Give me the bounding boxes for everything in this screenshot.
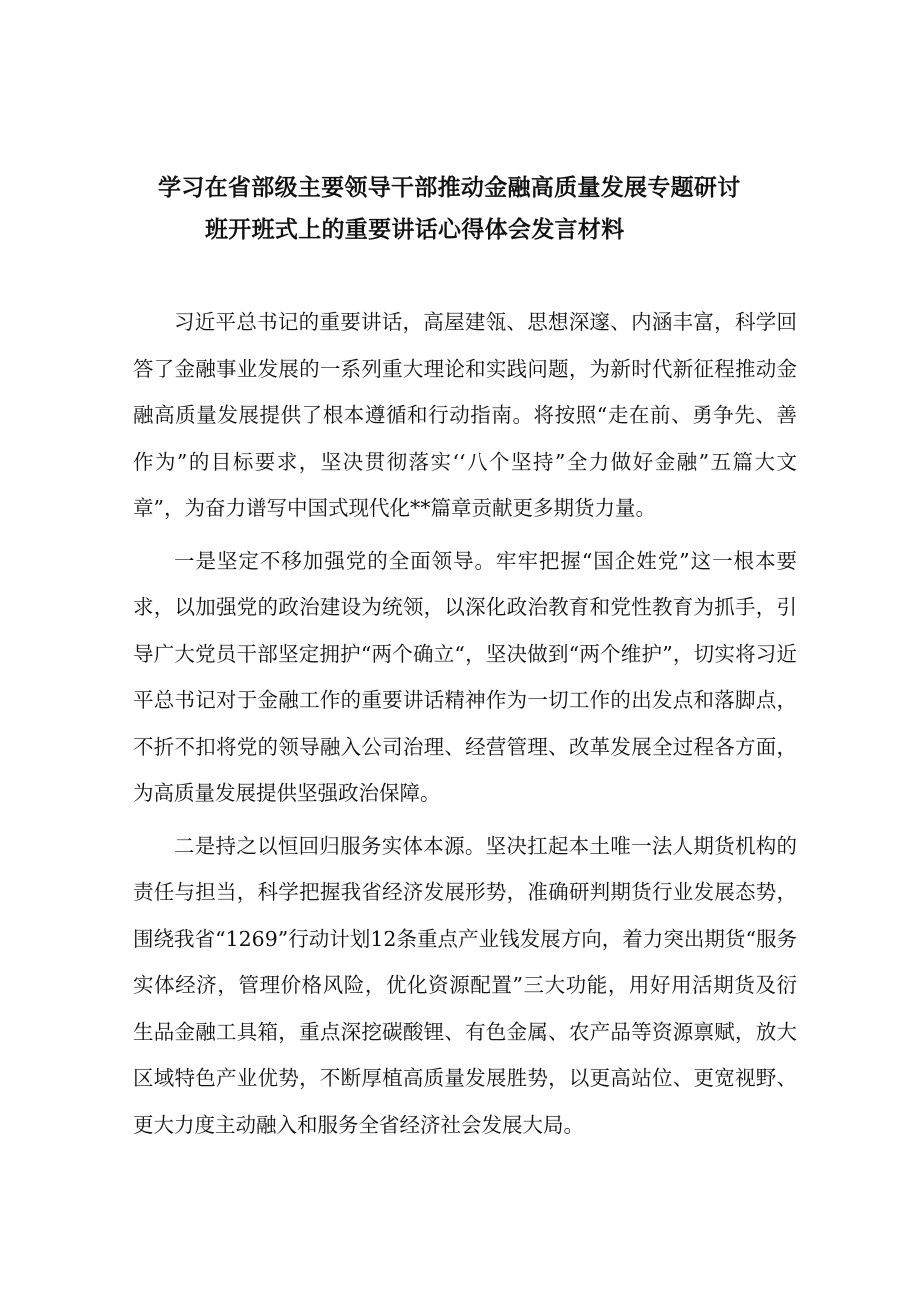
paragraph-intro: 习近平总书记的重要讲话，高屋建瓴、思想深邃、内涵丰富，科学回答了金融事业发展的一系列重大理论和实践问题，为新时代新征程推动金融高质量发展提供了根本遵循和行动指南。将按照“走在前、勇争先、善作为”的目标要求，坚决贯彻落实‘‘八个坚持”全力做好金融”五篇大文章”，为奋力谱写中国式现代化**篇章贡献更多期货力量。	[133, 310, 797, 520]
document-title-line-1: 学习在省部级主要领导干部推动金融高质量发展专题研讨	[158, 175, 741, 201]
paragraph-point-2: 二是持之以恒回归服务实体本源。坚决扛起本土唯一法人期货机构的责任与担当，科学把握我省经济发展形势，准确研判期货行业发展态势，围绕我省“1269”行动计划12条重点产业钱发展方向，着力突出期货“服务实体经济，管理价格风险，优化资源配置”三大功能，用好用活期货及衍生品金融工具箱，重点深挖碳酸锂、有色金属、农产品等资源禀赋，放大区域特色产业优势，不断厚植高质量发展胜势，以更高站位、更宽视野、更大力度主动融入和服务全省经济社会发展大局。	[133, 833, 797, 1137]
document-title-line-2: 班开班式上的重要讲话心得体会发言材料	[205, 217, 625, 243]
document-body	[133, 299, 797, 1148]
paragraph-point-1: 一是坚定不移加强党的全面领导。牢牢把握“国企姓党”这一根本要求，以加强党的政治建设为统领，以深化政治教育和党性教育为抓手，引导广大党员干部坚定拥护“两个确立“，坚决做到“两个维护”，切实将习近平总书记对于金融工作的重要讲话精神作为一切工作的出发点和落脚点，不折不扣将党的领导融入公司治理、经营管理、改革发展全过程各方面，为高质量发展提供坚强政治保障。	[133, 548, 797, 805]
